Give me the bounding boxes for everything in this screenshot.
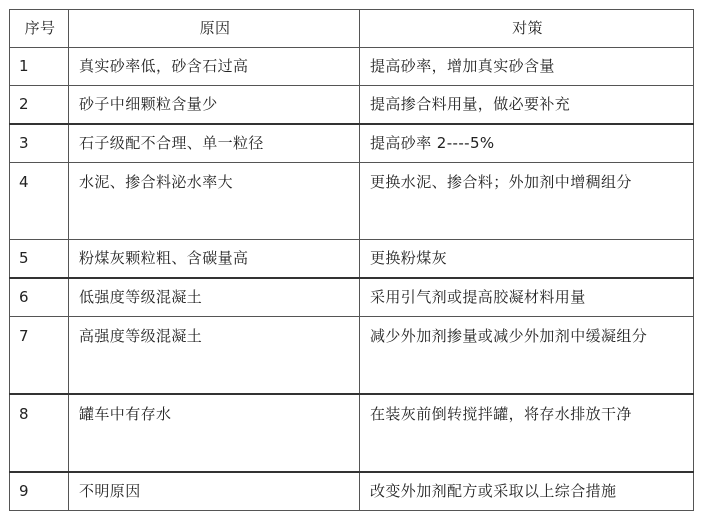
table-row (10, 124, 694, 163)
table-row (10, 240, 694, 279)
row-measure: 更换水泥、掺合料；外加剂中增稠组分 (360, 163, 694, 240)
row-no: 4 (10, 163, 69, 240)
row-cause: 真实砂率低，砂含石过高 (69, 48, 360, 86)
row-cause: 粉煤灰颗粒粗、含碳量高 (69, 240, 360, 279)
row-no: 1 (10, 48, 69, 86)
header-measure: 对策 (360, 10, 694, 48)
row-no: 2 (10, 86, 69, 125)
row-cause: 低强度等级混凝土 (69, 278, 360, 317)
row-no: 7 (10, 317, 69, 395)
row-no: 9 (10, 472, 69, 511)
row-cause: 水泥、掺合料泌水率大 (69, 163, 360, 240)
row-no: 5 (10, 240, 69, 279)
row-cause: 石子级配不合理、单一粒径 (69, 124, 360, 163)
row-cause: 高强度等级混凝土 (69, 317, 360, 395)
table-row (10, 472, 694, 511)
row-measure: 更换粉煤灰 (360, 240, 694, 279)
row-measure: 提高砂率，增加真实砂含量 (360, 48, 694, 86)
row-no: 3 (10, 124, 69, 163)
row-cause: 砂子中细颗粒含量少 (69, 86, 360, 125)
table-row (10, 86, 694, 125)
header-no: 序号 (10, 10, 69, 48)
row-measure: 改变外加剂配方或采取以上综合措施 (360, 472, 694, 511)
row-measure: 减少外加剂掺量或减少外加剂中缓凝组分 (360, 317, 694, 395)
row-cause: 罐车中有存水 (69, 394, 360, 472)
table-header-row (10, 10, 694, 48)
row-measure: 采用引气剂或提高胶凝材料用量 (360, 278, 694, 317)
header-cause: 原因 (69, 10, 360, 48)
row-no: 6 (10, 278, 69, 317)
table-row (10, 48, 694, 86)
row-no: 8 (10, 394, 69, 472)
causes-measures-table (9, 9, 694, 511)
row-cause: 不明原因 (69, 472, 360, 511)
row-measure: 提高掺合料用量，做必要补充 (360, 86, 694, 125)
table-row (10, 278, 694, 317)
row-measure: 提高砂率 2----5% (360, 124, 694, 163)
table-row (10, 394, 694, 472)
table-row (10, 163, 694, 240)
table-row (10, 317, 694, 395)
row-measure: 在装灰前倒转搅拌罐，将存水排放干净 (360, 394, 694, 472)
